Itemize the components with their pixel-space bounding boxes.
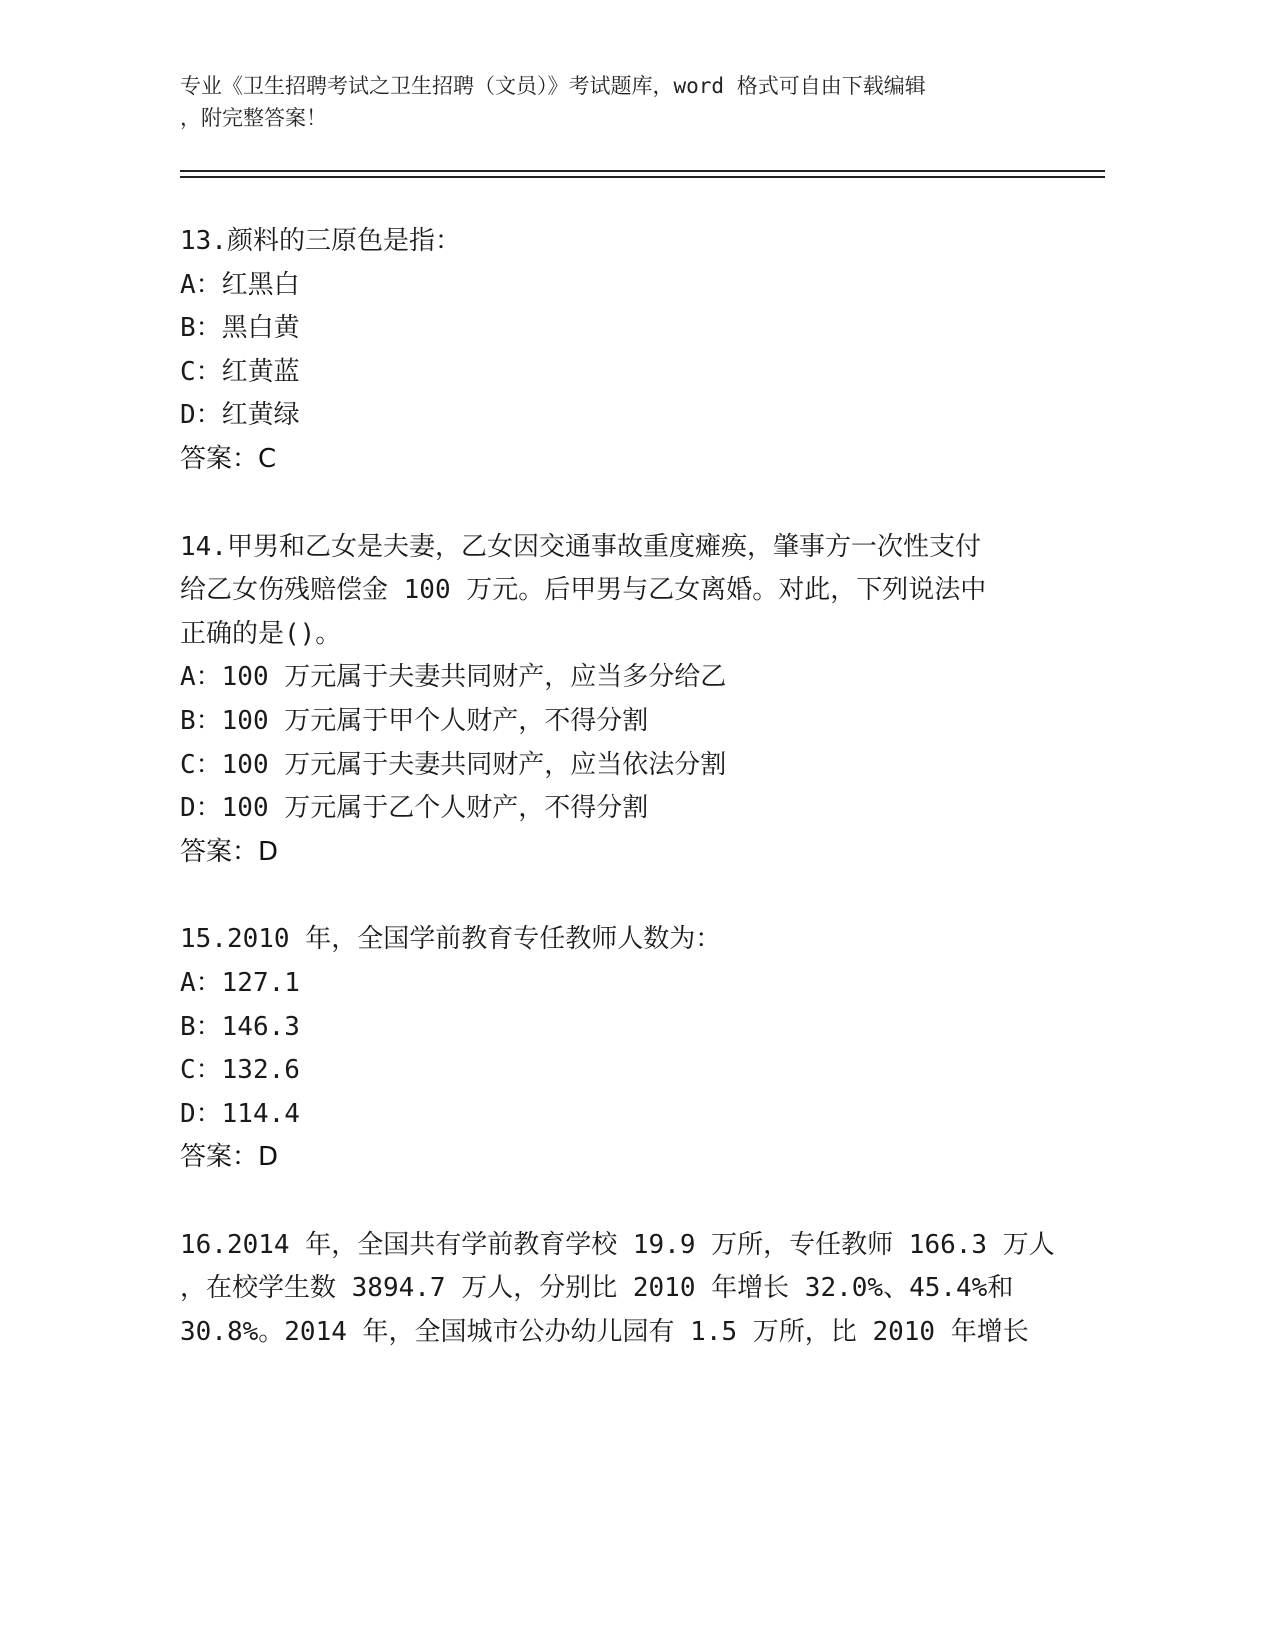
option-b: B：146.3 bbox=[180, 1011, 300, 1042]
option-a: A：100 万元属于夫妻共同财产，应当多分给乙 bbox=[180, 662, 727, 693]
question-stem: 15.2010 年，全国学前教育专任教师人数为： bbox=[180, 924, 722, 955]
answer-line: 答案：D bbox=[180, 836, 279, 867]
question-stem: 正确的是()。 bbox=[180, 618, 342, 649]
option-d: D：红黄绿 bbox=[180, 400, 300, 431]
option-a: A：127.1 bbox=[180, 967, 300, 998]
option-c: C：132.6 bbox=[180, 1055, 300, 1086]
question-stem: 16.2014 年，全国共有学前教育学校 19.9 万所，专任教师 166.3 万人 bbox=[180, 1229, 1055, 1260]
question-stem: ，在校学生数 3894.7 万人，分别比 2010 年增长 32.0%、45.4%和 bbox=[180, 1273, 1014, 1304]
question-14 bbox=[180, 526, 1040, 875]
header-line-1: 专业《卫生招聘考试之卫生招聘（文员）》考试题库，word 格式可自由下载编辑 bbox=[180, 74, 926, 98]
question-13 bbox=[180, 220, 1040, 482]
option-d: D：100 万元属于乙个人财产，不得分割 bbox=[180, 793, 649, 824]
question-stem: 14.甲男和乙女是夫妻，乙女因交通事故重度瘫痪，肇事方一次性支付 bbox=[180, 531, 981, 562]
option-b: B：100 万元属于甲个人财产，不得分割 bbox=[180, 705, 649, 736]
header-line-2: ，附完整答案！ bbox=[180, 106, 327, 130]
header-divider-top bbox=[180, 170, 1105, 172]
question-list bbox=[180, 220, 1055, 1399]
question-stem: 30.8%。2014 年，全国城市公办幼儿园有 1.5 万所，比 2010 年增长 bbox=[180, 1317, 1029, 1348]
question-15 bbox=[180, 918, 1040, 1180]
question-stem: 给乙女伤残赔偿金 100 万元。后甲男与乙女离婚。对此，下列说法中 bbox=[180, 575, 987, 606]
option-b: B：黑白黄 bbox=[180, 313, 300, 344]
option-c: C：100 万元属于夫妻共同财产，应当依法分割 bbox=[180, 749, 727, 780]
option-d: D：114.4 bbox=[180, 1098, 300, 1129]
question-stem: 13.颜料的三原色是指： bbox=[180, 226, 461, 256]
answer-line: 答案：C bbox=[180, 443, 277, 474]
answer-line: 答案：D bbox=[180, 1142, 279, 1173]
document-header bbox=[180, 70, 1060, 134]
question-16 bbox=[180, 1224, 1055, 1355]
option-c: C：红黄蓝 bbox=[180, 356, 300, 387]
header-divider-bottom bbox=[180, 176, 1105, 178]
option-a: A：红黑白 bbox=[180, 269, 300, 300]
